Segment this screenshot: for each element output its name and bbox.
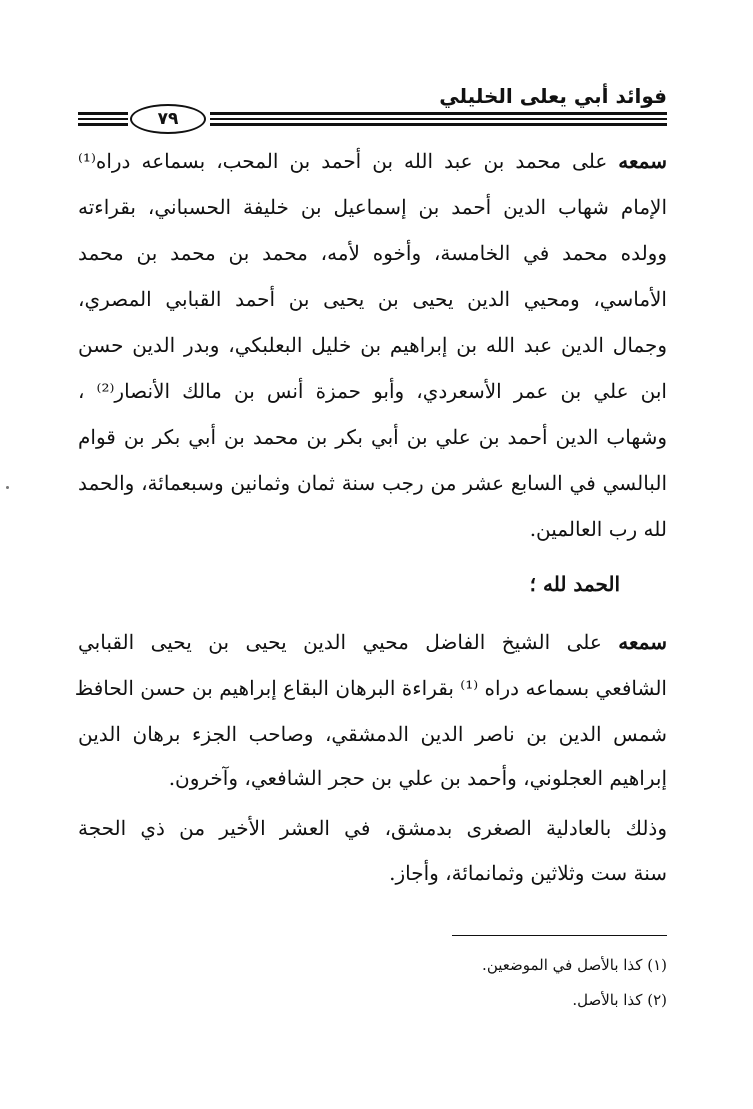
header-rule-left	[78, 112, 128, 129]
paragraph-1-line-3: وولده محمد في الخامسة، وأخوه لأمه، محمد بن محمد بن محمد	[78, 241, 667, 265]
header-rule-right	[210, 112, 667, 129]
running-header-title: فوائد أبي يعلى الخليلي	[439, 84, 667, 108]
footnote-1: (١) كذا بالأصل في الموضعين.	[482, 956, 667, 974]
page-number: ٧٩	[157, 108, 179, 129]
paragraph-1-line-2: الإمام شهاب الدين أحمد بن إسماعيل بن خليفة الحسباني، بقراءته	[78, 195, 668, 219]
footnote-2: (٢) كذا بالأصل.	[572, 991, 667, 1009]
page-number-oval	[130, 104, 206, 134]
paragraph-2-line-2: الشافعي بسماعه دراه ⁽¹⁾ بقراءة البرهان البقاع إبراهيم بن حسن الحافظ	[74, 676, 667, 700]
paragraph-3-line-1: وذلك بالعادلية الصغرى بدمشق، في العشر الأخير من ذي الحجة	[78, 816, 667, 840]
footnote-separator	[452, 935, 667, 936]
paragraph-1-lead-word: سمعه	[618, 149, 667, 173]
paragraph-1-line-5: وجمال الدين عبد الله بن إبراهيم بن خليل البعلبكي، وبدر الدين حسن	[78, 333, 667, 357]
paragraph-1-line-7: وشهاب الدين أحمد بن علي بن أبي بكر بن محمد بن أبي بكر بن قوام	[78, 425, 667, 449]
section-heading: الحمد لله ؛	[529, 572, 620, 596]
paragraph-2-line-1	[78, 632, 667, 656]
paragraph-1-line-8: البالسي في السابع عشر من رجب سنة ثمان وثمانين وسبعمائة، والحمد	[78, 471, 667, 495]
paragraph-1-line-1-text: على محمد بن عبد الله بن أحمد بن المحب، بسماعه دراه⁽¹⁾	[78, 149, 619, 173]
paragraph-2-line-4: إبراهيم العجلوني، وأحمد بن علي بن حجر الشافعي، وآخرون.	[168, 766, 667, 790]
paragraph-2-line-3: شمس الدين بن ناصر الدين الدمشقي، وصاحب الجزء برهان الدين	[78, 722, 667, 746]
paragraph-3-line-2: سنة ست وثلاثين وثمانمائة، وأجاز.	[389, 861, 667, 885]
paragraph-1-line-4: الأماسي، ومحيي الدين يحيى بن يحيى بن أحمد القبابي المصري،	[78, 287, 667, 311]
paragraph-2-line-1-text: على الشيخ الفاضل محيي الدين يحيى بن يحيى القبابي	[78, 630, 619, 654]
margin-speck	[6, 486, 9, 489]
paragraph-1-line-6: ابن علي بن عمر الأسعردي، وأبو حمزة أنس بن مالك الأنصار⁽²⁾ ،	[78, 379, 667, 403]
paragraph-1-line-1	[78, 151, 667, 175]
paragraph-2-lead-word: سمعه	[618, 630, 667, 654]
paragraph-1-line-9: لله رب العالمين.	[529, 517, 667, 541]
